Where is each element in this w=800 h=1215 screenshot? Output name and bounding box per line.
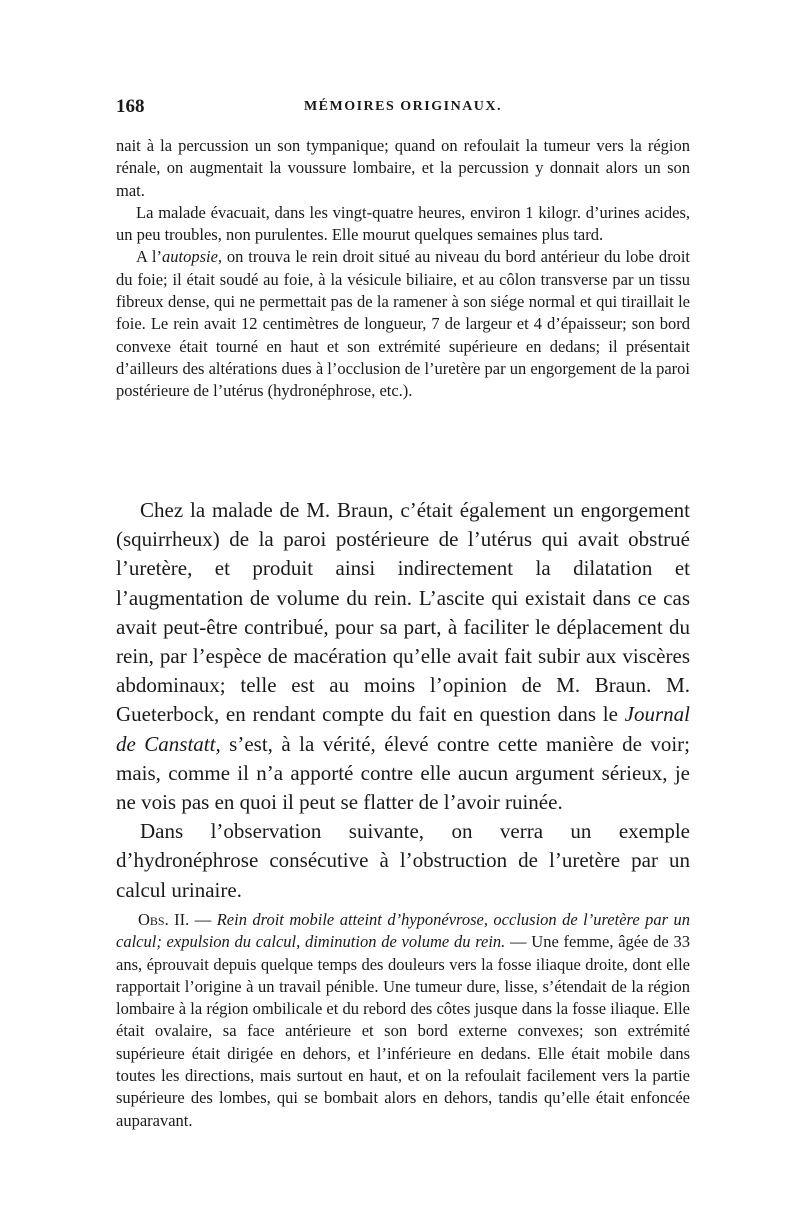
paragraph-next-observation: Dans l’observation suivante, on verra un exemple d’hydronéphrose consécutive à l’obstruction de l’uretère par un calcul urinaire. — [116, 819, 690, 902]
observation-body: — Une femme, âgée de 33 ans, éprouvait depuis quelque temps des douleurs vers la fosse iliaque droite, dont elle rapportait l’origine à un travail pénible. Une tumeur dure, lisse, s’étendait de la région lombaire à la région ombilicale et du rebord des côtes jusque dans la fosse iliaque. Elle était ovalaire, sa face antérieure et son bord externe convexes; son extrémité supérieure était dirigée en dehors, et l’inférieure en dedans. Elle était mobile dans toutes les directions, mais surtout en haut, et on la refoulait facilement vers la partie supérieure des lombes, qui se bombait alors en dehors, tandis qu’elle était enfoncée auparavant. — [116, 932, 691, 1130]
journal-title: Journal de Canstatt, — [116, 702, 690, 756]
paragraph-braun — [116, 496, 690, 817]
braun-text-start: Chez la malade de M. Braun, c’était également un engorgement (squirrheux) de la paroi postérieure de l’utérus qui avait obstrué l’uretère, et produit ainsi indirectement la dilatation et l’augmentation de volume du rein. L’ascite qui existait dans ce cas avait peut-être contribué, pour sa part, à faciliter le déplacement du rein, par l’espèce de macération qu’elle avait fait subir aux viscères abdominaux; telle est au moins l’opinion de M. Braun. M. Gueterbock, en rendant compte du fait en question dans le — [116, 498, 690, 727]
paragraph-autopsy — [116, 246, 690, 402]
commentary-text — [116, 496, 690, 905]
autopsy-term: autopsie, — [161, 247, 223, 267]
observation-paragraph — [116, 909, 690, 1132]
autopsy-lead: A l’ — [136, 247, 162, 267]
autopsy-text: on trouva le rein droit situé au niveau du bord antérieur du lobe droit du foie; il était soudé au foie, à la vésicule biliaire, et au côlon transverse par un tissu fibreux dense, qui ne permettait pas de la ramener à son siége normal et qui tiraillait le foie. Le rein avait 12 centimètres de longueur, 7 de largeur et 4 d’épaisseur; son bord convexe était tourné en haut et son extrémité supérieure en dedans; il présentait d’ailleurs des altérations dues à l’occlusion de l’uretère par un engorgement de la paroi postérieure de l’utérus (hydronéphrose, etc.). — [116, 247, 690, 401]
observation-dash: — — [189, 910, 217, 929]
braun-text-rest: s’est, à la vérité, élevé contre cette manière de voir; mais, comme il n’a apporté contre elle aucun argument sérieux, je ne vois pas en quoi il peut se flatter de l’avoir ruinée. — [116, 731, 690, 815]
observation-text — [116, 909, 690, 1132]
paragraph-urine: La malade évacuait, dans les vingt-quatre heures, environ 1 kilogr. d’urines acides, un peu troubles, non purulentes. Elle mourut quelques semaines plus tard. — [116, 202, 690, 245]
page-number: 168 — [116, 96, 145, 117]
case-report-text — [116, 135, 690, 403]
paragraph-percussion: nait à la percussion un son tympanique; quand on refoulait la tumeur vers la région rénale, on augmentait la voussure lombaire, et la percussion y donnait alors un son mat. — [116, 136, 690, 200]
page-header — [116, 96, 690, 120]
running-title: MÉMOIRES ORIGINAUX. — [303, 99, 503, 114]
observation-label: Obs. II. — [138, 910, 190, 929]
observation-title: Rein droit mobile atteint d’hyponévrose, occlusion de l’uretère par un calcul; expulsion du calcul, diminution de volume du rein. — [116, 910, 690, 952]
